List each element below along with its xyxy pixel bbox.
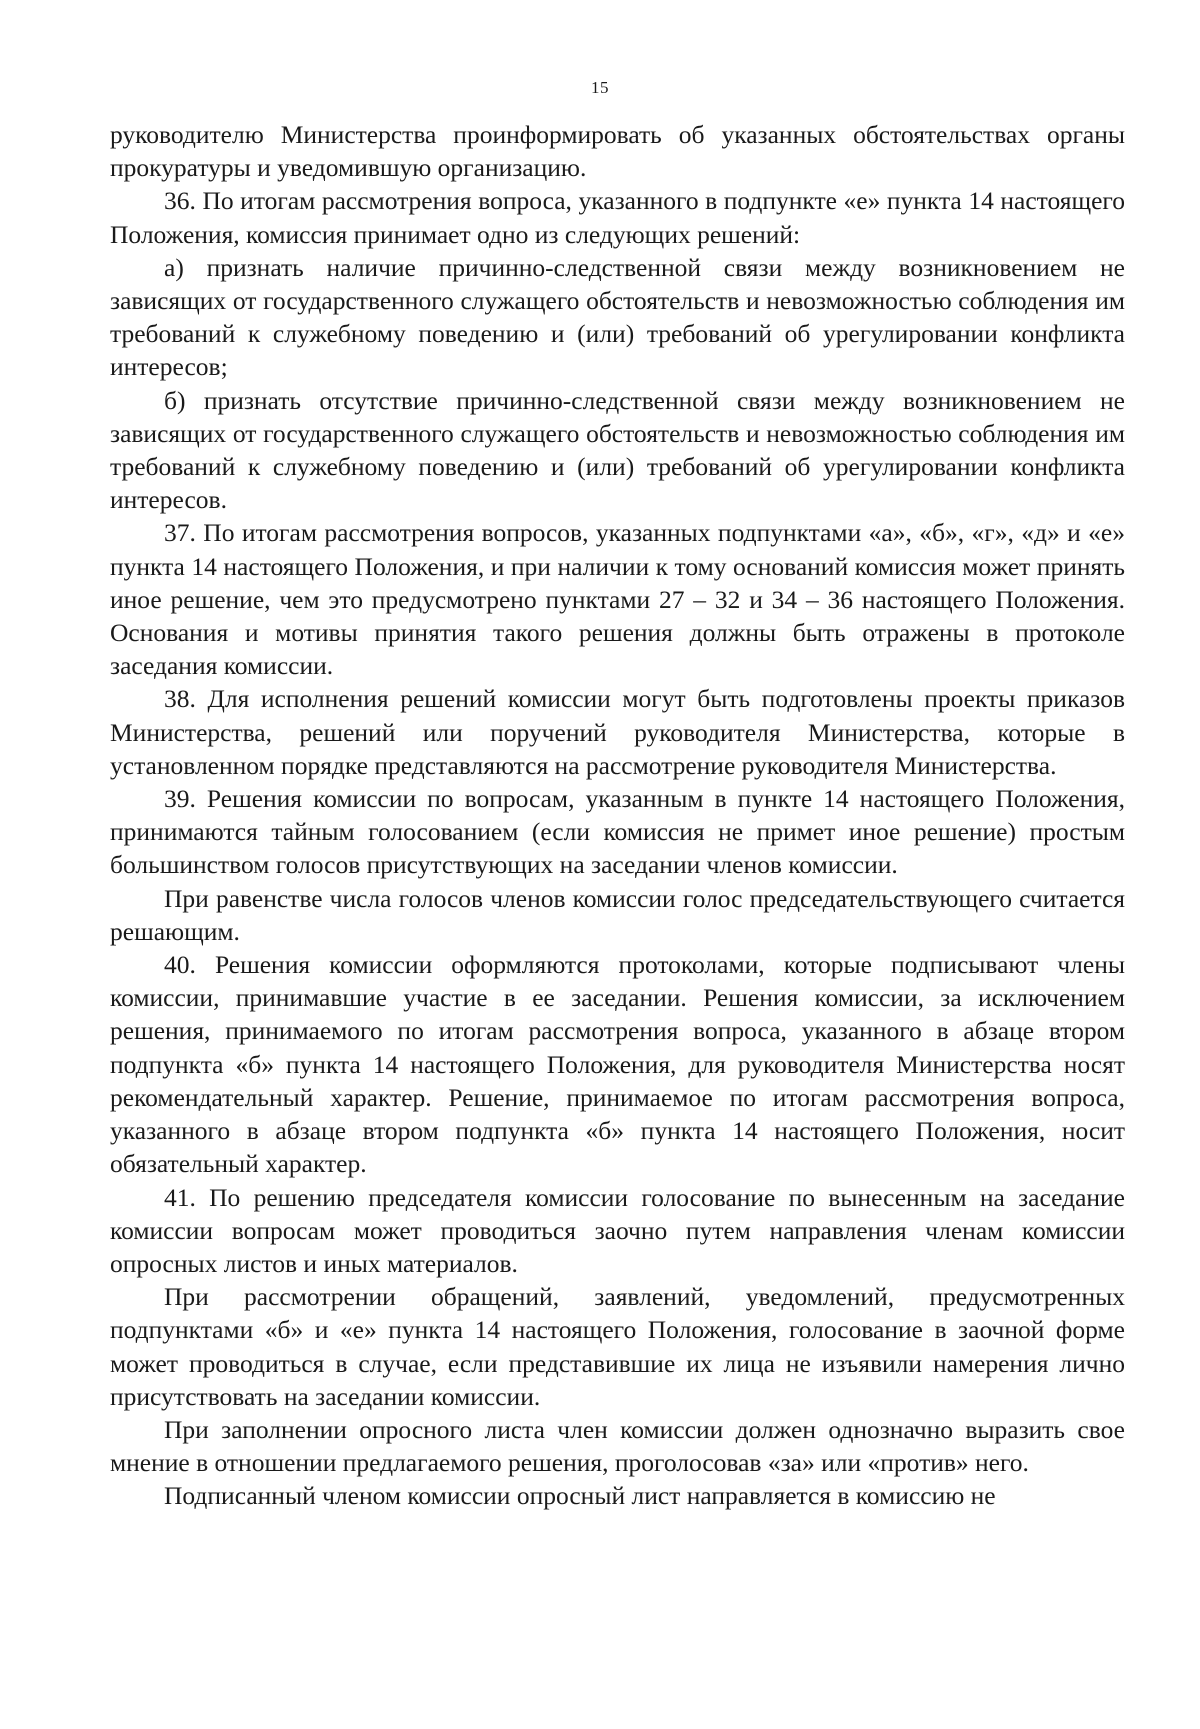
paragraph-36: 36. По итогам рассмотрения вопроса, указанного в подпункте «е» пункта 14 настоящего Положения, комиссия принимает одно из следующих решений: [110,186,1125,249]
paragraph-continuation: руководителю Министерства проинформировать об указанных обстоятельствах органы прокуратуры и уведомившую организацию. [110,120,1125,183]
paragraph-40: 40. Решения комиссии оформляются протоколами, которые подписывают члены комиссии, принимавшие участие в ее заседании. Решения комиссии, за исключением решения, принимаемого по итогам рассмотрения вопроса, указанного в абзаце втором подпункта «б» пункта 14 настоящего Положения, для руководителя Министерства носят рекомендательный характер. Решение, принимаемое по итогам рассмотрения вопроса, указанного в абзаце втором подпункта «б» пункта 14 настоящего Положения, носит обязательный характер. [110,950,1125,1179]
document-body [110,118,1125,1513]
paragraph-39-2: При равенстве числа голосов членов комиссии голос председательствующего считается решающим. [110,883,1125,946]
page-number: 15 [591,78,609,97]
paragraph-36-b: б) признать отсутствие причинно-следственной связи между возникновением не зависящих от государственного служащего обстоятельств и невозможностью соблюдения им требований к служебному поведению и (или) требований об урегулировании конфликта интересов. [110,385,1125,515]
paragraph-39: 39. Решения комиссии по вопросам, указанным в пункте 14 настоящего Положения, принимаются тайным голосованием (если комиссия не примет иное решение) простым большинством голосов присутствующих на заседании членов комиссии. [110,784,1125,880]
paragraph-36-a: а) признать наличие причинно-следственной связи между возникновением не зависящих от государственного служащего обстоятельств и невозможностью соблюдения им требований к служебному поведению и (или) требований об урегулировании конфликта интересов; [110,252,1125,382]
paragraph-41-2: При рассмотрении обращений, заявлений, уведомлений, предусмотренных подпунктами «б» и «е» пункта 14 настоящего Положения, голосование в заочной форме может проводиться в случае, если представившие их лица не изъявили намерения лично присутствовать на заседании комиссии. [110,1282,1125,1411]
paragraph-37: 37. По итогам рассмотрения вопросов, указанных подпунктами «а», «б», «г», «д» и «е» пункта 14 настоящего Положения, и при наличии к тому оснований комиссия может принять иное решение, чем это предусмотрено пунктами 27 – 32 и 34 – 36 настоящего Положения. Основания и мотивы принятия такого решения должны быть отражены в протоколе заседания комиссии. [110,518,1125,681]
paragraph-38: 38. Для исполнения решений комиссии могут быть подготовлены проекты приказов Министерства, решений или поручений руководителя Министерства, которые в установленном порядке представляются на рассмотрение руководителя Министерства. [110,684,1125,780]
paragraph-41-4: Подписанный членом комиссии опросный лист направляется в комиссию не [164,1481,996,1511]
paragraph-41: 41. По решению председателя комиссии голосование по вынесенным на заседание комиссии вопросам может проводиться заочно путем направления членам комиссии опросных листов и иных материалов. [110,1182,1125,1278]
paragraph-41-3: При заполнении опросного листа член комиссии должен однозначно выразить свое мнение в отношении предлагаемого решения, проголосовав «за» или «против» него. [110,1414,1125,1478]
